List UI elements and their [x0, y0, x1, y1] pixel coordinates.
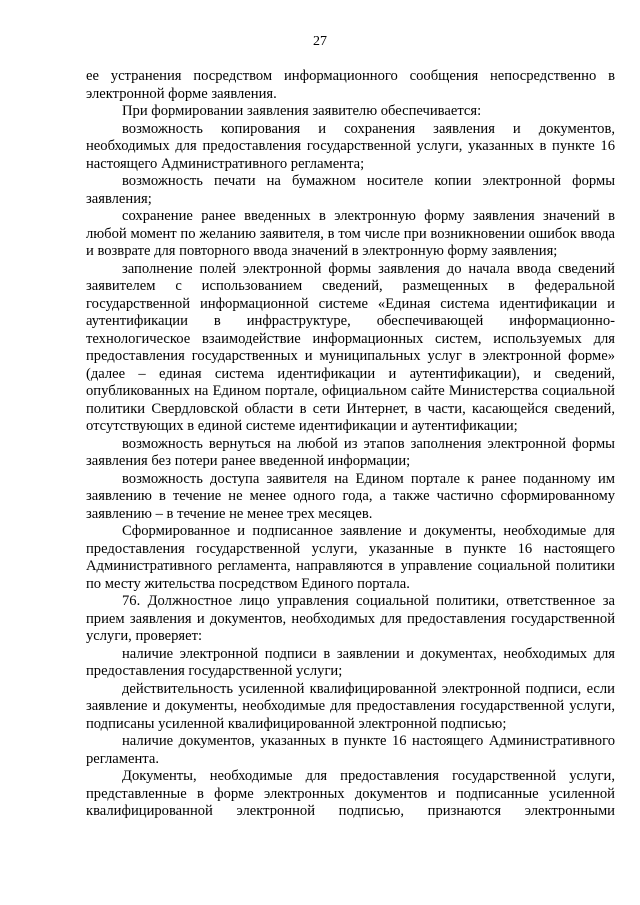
paragraph: заполнение полей электронной формы заявления до начала ввода сведений заявителем с использованием сведений, размещенных в федеральной государственной информационной системе «Единая система идентификации и аутентификации в инфраструктуре, обеспечивающей информационно-технологическое взаимодействие информационных систем, используемых для предоставления государственных и муниципальных услуг в электронной форме» (далее – единая система идентификации и аутентификации), и сведений, опубликованных на Едином портале, официальном сайте Министерства социальной политики Свердловской области в сети Интернет, в части, касающейся сведений, отсутствующих в единой системе идентификации и аутентификации;: [86, 260, 615, 434]
paragraph: При формировании заявления заявителю обеспечивается:: [122, 103, 482, 119]
paragraph: возможность доступа заявителя на Едином портале к ранее поданному им заявлению в течение не менее одного года, а также частично сформированному заявлению – в течение не менее трех месяцев.: [86, 470, 615, 522]
paragraph: наличие документов, указанных в пункте 16 настоящего Административного регламента.: [86, 733, 615, 767]
paragraph: возможность печати на бумажном носителе копии электронной формы заявления;: [86, 173, 615, 207]
paragraph: 76. Должностное лицо управления социальной политики, ответственное за прием заявления и документов, необходимых для предоставления государственной услуги, проверяет:: [86, 593, 615, 644]
paragraph: возможность копирования и сохранения заявления и документов, необходимых для предоставления государственной услуги, указанных в пункте 16 настоящего Административного регламента;: [86, 120, 615, 172]
paragraph: возможность вернуться на любой из этапов заполнения электронной формы заявления без потери ранее введенной информации;: [86, 435, 615, 469]
paragraph: сохранение ранее введенных в электронную форму заявления значений в любой момент по желанию заявителя, в том числе при возникновении ошибок ввода и возврате для повторного ввода значений в электронную форму заявления;: [86, 208, 615, 259]
document-body: [86, 68, 615, 821]
paragraph: наличие электронной подписи в заявлении и документах, необходимых для предоставления государственной услуги;: [86, 645, 615, 679]
paragraph: Сформированное и подписанное заявление и документы, необходимые для предоставления государственной услуги, указанные в пункте 16 настоящего Административного регламента, направляются в управление социальной политики по месту жительства посредством Единого портала.: [86, 523, 615, 592]
paragraph: ее устранения посредством информационного сообщения непосредственно в электронной форме заявления.: [86, 68, 615, 102]
page-number: 27: [313, 34, 327, 49]
paragraph: Документы, необходимые для предоставления государственной услуги, представленные в форме электронных документов и подписанные усиленной квалифицированной электронной подписью, признаются электронными: [86, 768, 615, 819]
paragraph: действительность усиленной квалифицированной электронной подписи, если заявление и документы, необходимые для предоставления государственной услуги, подписаны усиленной квалифицированной электронной подписью;: [86, 680, 615, 732]
